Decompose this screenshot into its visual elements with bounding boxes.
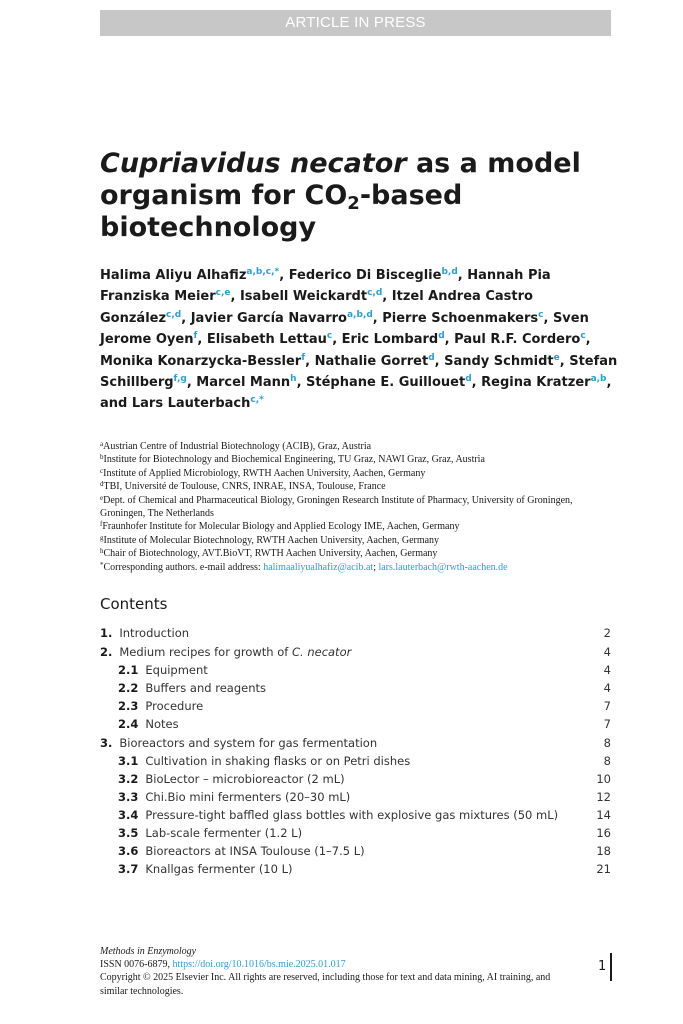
author-separator: , [230,289,240,305]
toc-page: 4 [603,681,611,695]
author-name: Sandy Schmidt [444,353,554,369]
affiliation-c [100,467,620,480]
author-name: Regina Kratzer [481,375,591,391]
author-separator: , [332,332,342,348]
title-organism: Cupriavidus necator [100,148,407,179]
author-name: Marcel Mann [196,375,291,391]
toc-label: Introduction [119,626,190,640]
author-affiliation-marker[interactable]: c,* [250,395,264,406]
author-separator: , [279,268,289,283]
toc-page: 10 [596,772,611,786]
author-affiliation-marker[interactable]: d [428,352,435,363]
author-affiliation-marker[interactable]: h [290,374,297,385]
toc-page: 14 [596,808,611,822]
author-list [100,265,620,415]
toc-entry[interactable] [100,770,611,788]
affiliation-text: TBI, Université de Toulouse, CNRS, INRAE, INSA, Toulouse, France [103,481,386,493]
author-affiliation-marker[interactable]: c [580,331,586,342]
toc-number: 3.7 [118,862,139,876]
author-affiliation-marker[interactable]: c,d [166,309,182,320]
title-part1: as a model organism for CO [100,148,581,211]
title-subscript: 2 [347,193,360,214]
affiliation-text: Institute for Biotechnology and Biochemical Engineering, TU Graz, NAWI Graz, Graz, Austria [103,454,485,466]
author-affiliation-marker[interactable]: d [438,331,445,342]
author-separator: , [444,332,455,348]
affiliation-key: e [100,493,104,502]
toc-label: Chi.Bio mini fermenters (20–30 mL) [145,790,351,804]
toc-number: 3.5 [118,826,139,840]
author-separator: , and [100,375,612,412]
affiliation-list [100,440,620,561]
page-number-bar [610,953,612,981]
author-affiliation-marker[interactable]: c [326,331,333,342]
toc-number: 2.3 [118,699,139,713]
author-name: Paul R.F. Cordero [454,332,581,348]
email-link-alhafiz[interactable]: halimaaliyualhafiz@acib.at [263,561,374,573]
corresponding-text: Corresponding authors. e-mail address: [103,561,264,573]
toc-number: 1. [100,626,113,640]
author-name: Lars Lauterbach [131,396,251,412]
affiliation-key: d [100,480,104,489]
author-name: Monika Konarzycka-Bessler [100,353,302,369]
toc-label: Medium recipes for growth of [119,645,292,659]
toc-entry[interactable] [100,824,611,842]
author-separator: , [382,289,392,305]
author-name: Stefan Schillberg [100,353,618,391]
toc-label-italic: C. necator [291,645,352,659]
author-name: Hannah Pia Franziska Meier [100,268,551,305]
toc-number: 3. [100,736,113,750]
affiliation-key: c [100,466,104,475]
author [444,354,569,369]
author [100,268,289,283]
author-name: Nathalie Gorret [314,353,429,369]
author [454,332,590,347]
toc-number: 3.1 [118,754,139,768]
toc-entry[interactable] [100,752,611,770]
author-affiliation-marker[interactable]: f [193,331,198,342]
toc-number: 3.2 [118,772,139,786]
author-separator: , [434,353,445,369]
page-number: 1 [598,959,607,974]
toc-label: Pressure-tight baffled glass bottles with explosive gas mixtures (50 mL) [145,808,559,822]
issn-doi-line [100,958,570,971]
author [191,311,383,326]
toc-label: Equipment [145,663,208,677]
author-separator: , [197,332,207,348]
toc-entry[interactable] [100,679,611,697]
toc-page: 18 [596,844,611,858]
author-affiliation-marker[interactable]: c [538,309,544,320]
author-separator: , [457,268,468,283]
title-part2: -based biotechnology [100,180,463,243]
toc-label: Notes [145,717,179,731]
toc-page: 12 [596,790,611,804]
toc-page: 7 [603,699,611,713]
affiliation-key: h [100,547,104,556]
corresponding-marker: * [100,560,104,569]
toc-label: Cultivation in shaking flasks or on Petri dishes [145,754,411,768]
author-affiliation-marker[interactable]: c,e [215,288,231,299]
affiliation-g [100,534,620,547]
author-separator: , [186,375,197,391]
author-name: Eric Lombard [341,332,439,348]
author [315,354,445,369]
toc-label: BioLector – microbioreactor (2 mL) [145,772,345,786]
author-separator: , [296,375,307,391]
affiliation-text: Chair of Biotechnology, AVT.BioVT, RWTH Aachen University, Aachen, Germany [103,548,438,560]
author-name: Isabell Weickardt [239,289,368,305]
toc-entry[interactable] [100,860,611,878]
toc-number: 2.2 [118,681,139,695]
toc-page: 8 [603,736,611,750]
toc-label: Knallgas fermenter (10 L) [145,862,293,876]
toc-entry[interactable] [100,806,611,824]
toc-label: Lab-scale fermenter (1.2 L) [145,826,303,840]
toc-entry[interactable] [100,624,611,642]
author [196,375,306,390]
toc-entry[interactable] [100,734,611,752]
issn: ISSN 0076-6879, [100,959,173,971]
author [132,396,264,411]
affiliation-text: Institute of Molecular Biotechnology, RWTH Aachen University, Aachen, Germany [103,534,440,546]
affiliation-e [100,494,620,521]
affiliation-text: Austrian Centre of Industrial Biotechnology (ACIB), Graz, Austria [103,441,372,452]
affiliation-a [100,440,620,453]
author-affiliation-marker[interactable]: d [465,374,472,385]
author [306,375,481,390]
toc-page: 16 [596,826,611,840]
author-separator: , [559,353,570,369]
toc-label: Bioreactors and system for gas fermentation [119,736,378,750]
toc-page: 8 [603,754,611,768]
author-separator: , [585,332,591,348]
toc-entry[interactable] [100,661,611,679]
author [100,354,315,369]
affiliation-key: a [100,440,104,448]
author-affiliation-marker[interactable]: a,b [590,374,607,385]
copyright: Copyright © 2025 Elsevier Inc. All rights are reserved, including those for text and data mining, AI training, and similar technologies. [100,972,551,997]
author-separator: , [372,310,383,326]
article-in-press-banner: ARTICLE IN PRESS [100,10,611,36]
author-name: Elisabeth Lettau [206,332,327,348]
toc-entry[interactable] [100,643,611,661]
author [240,289,392,304]
author [289,268,468,283]
toc-entry[interactable] [100,788,611,806]
author-separator: , [181,310,191,326]
author-name: Federico Di Bisceglie [288,268,442,283]
author-affiliation-marker[interactable]: c,d [367,288,383,299]
toc-number: 2.4 [118,717,139,731]
toc-label: Procedure [145,699,204,713]
affiliation-d [100,480,620,493]
toc-number: 2.1 [118,663,139,677]
affiliation-key: f [100,520,103,529]
email-link-lauterbach[interactable]: lars.lauterbach@rwth-aachen.de [378,561,508,573]
footer [100,945,570,998]
author-affiliation-marker[interactable]: b,d [441,267,458,277]
author-affiliation-marker[interactable]: f [301,352,306,363]
doi-link[interactable]: https://doi.org/10.1016/bs.mie.2025.01.017 [172,959,346,971]
affiliation-text: Dept. of Chemical and Pharmaceutical Biology, Groningen Research Institute of Pharmacy, University of Groningen, Groningen, The Netherlands [100,494,573,520]
author-name: Sven Jerome Oyen [100,310,589,348]
affiliations [100,440,620,574]
affiliation-h [100,547,620,560]
article-title [100,148,620,244]
author [207,332,342,347]
author [382,311,553,326]
toc-label: Bioreactors at INSA Toulouse (1–7.5 L) [145,844,365,858]
contents-heading: Contents [100,595,168,613]
author-name: Pierre Schoenmakers [382,310,539,326]
affiliation-text: Fraunhofer Institute for Molecular Biology and Applied Ecology IME, Aachen, Germany [102,521,460,533]
author-name: Stéphane E. Guillouet [306,375,466,391]
affiliation-key: g [100,533,104,542]
toc-page: 4 [603,645,611,659]
affiliation-b [100,453,620,466]
author-separator: , [305,353,315,369]
author-separator: , [543,310,553,326]
toc-number: 3.3 [118,790,139,804]
toc-entry[interactable] [100,697,611,715]
author-name: Itzel Andrea Castro González [100,289,533,326]
author-affiliation-marker[interactable]: f,g [173,374,187,385]
toc-entry[interactable] [100,842,611,860]
affiliation-text: Institute of Applied Microbiology, RWTH Aachen University, Aachen, Germany [103,467,426,479]
toc-label: Buffers and reagents [145,681,266,695]
toc-number: 3.4 [118,808,139,822]
author-affiliation-marker[interactable]: a,b,d [346,309,373,320]
author-affiliation-marker[interactable]: e [553,352,560,363]
toc-number: 3.6 [118,844,139,858]
toc-page: 4 [603,663,611,677]
email-separator: ; [373,561,379,573]
author-name: Javier García Navarro [190,310,347,326]
affiliation-key: b [100,453,104,462]
journal-name: Methods in Enzymology [100,946,197,957]
toc-number: 2. [100,645,113,659]
author-name: Halima Aliyu Alhafiz [100,268,247,283]
author [342,332,454,347]
author-separator: , [471,375,482,391]
toc-page: 21 [596,862,611,876]
toc-page: 2 [603,626,611,640]
toc-entry[interactable] [100,715,611,733]
toc-page: 7 [603,717,611,731]
author-affiliation-marker[interactable]: a,b,c,* [246,267,280,277]
table-of-contents [100,624,611,878]
corresponding-authors [100,561,620,574]
affiliation-f [100,520,620,533]
